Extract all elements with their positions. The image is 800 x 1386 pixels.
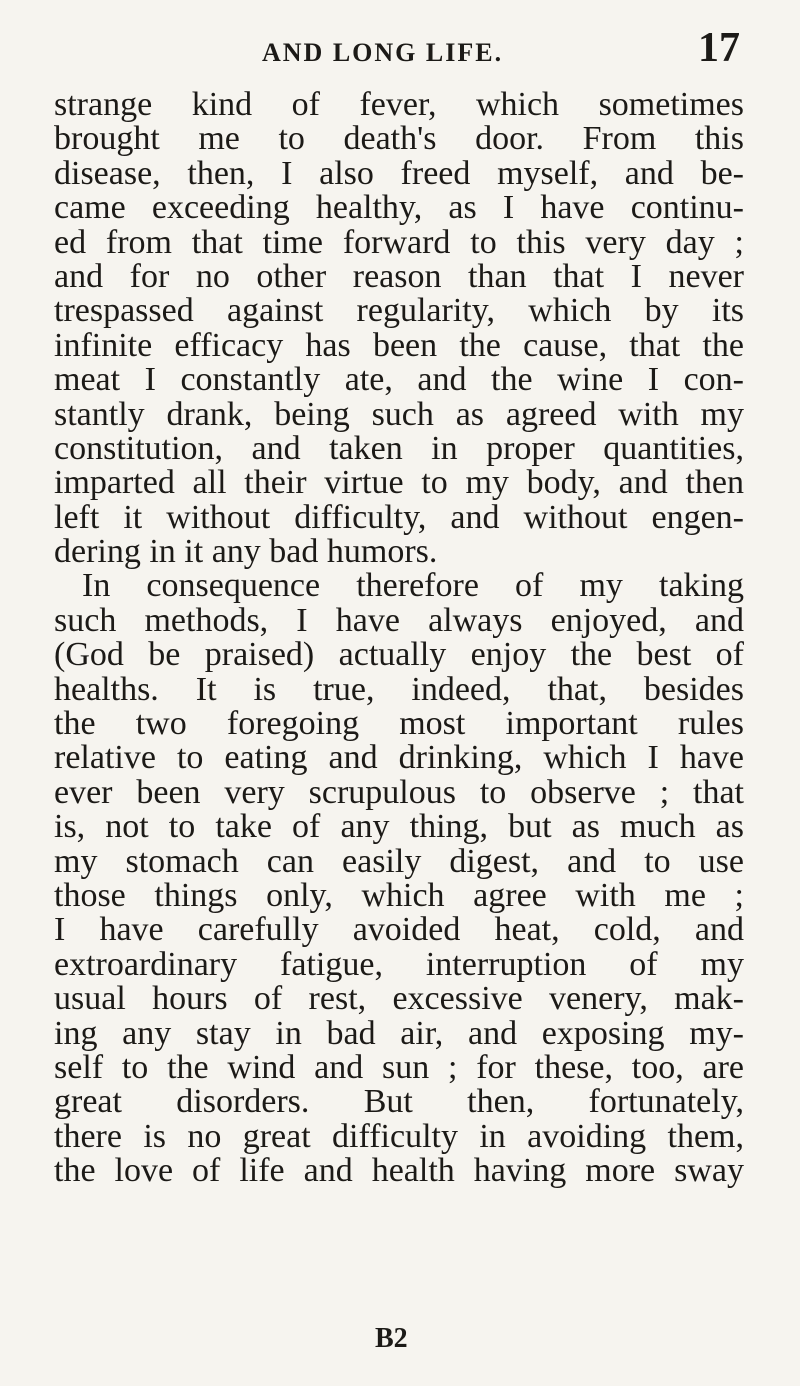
running-title: AND LONG LIFE. — [262, 38, 504, 67]
text-line: disease, then, I also freed myself, and be- — [54, 154, 744, 192]
text-line: trespassed against regularity, which by its — [54, 292, 744, 330]
text-line: imparted all their virtue to my body, and then — [54, 464, 744, 502]
text-line: great disorders. But then, fortunately, — [54, 1083, 744, 1121]
text-line: ed from that time forward to this very day ; — [54, 223, 744, 261]
text-line: self to the wind and sun ; for these, too, are — [54, 1048, 744, 1086]
body-text — [54, 88, 744, 1189]
text-line: my stomach can easily digest, and to use — [54, 842, 744, 880]
text-line: came exceeding healthy, as I have continu- — [54, 189, 744, 227]
text-line: such methods, I have always enjoyed, and — [54, 601, 744, 639]
text-line: is, not to take of any thing, but as much as — [54, 808, 744, 846]
text-line: stantly drank, being such as agreed with my — [54, 395, 744, 433]
text-line: strange kind of fever, which sometimes — [54, 86, 744, 123]
text-line: healths. It is true, indeed, that, besides — [54, 670, 744, 708]
text-line: dering in it any bad humors. — [54, 533, 438, 571]
text-line: In consequence therefore of my taking — [82, 567, 744, 605]
text-line: ing any stay in bad air, and exposing my- — [54, 1014, 744, 1052]
text-line: those things only, which agree with me ; — [54, 876, 744, 914]
text-line: (God be praised) actually enjoy the best of — [54, 636, 744, 674]
text-line: relative to eating and drinking, which I have — [54, 739, 744, 777]
running-head — [262, 25, 742, 88]
text-line: left it without difficulty, and without engen- — [54, 498, 744, 536]
text-line: and for no other reason than that I never — [54, 257, 744, 295]
text-line: there is no great difficulty in avoiding them, — [54, 1117, 744, 1155]
text-line: the love of life and health having more sway — [54, 1152, 744, 1190]
text-line: constitution, and taken in proper quantities, — [54, 429, 744, 467]
text-line: ever been very scrupulous to observe ; that — [54, 773, 744, 811]
page-number: 17 — [698, 25, 740, 71]
text-line: usual hours of rest, excessive venery, mak- — [54, 980, 744, 1018]
text-line: brought me to death's door. From this — [54, 120, 744, 158]
text-line: infinite efficacy has been the cause, that the — [54, 326, 744, 364]
text-line: I have carefully avoided heat, cold, and — [54, 911, 744, 949]
text-line: extroardinary fatigue, interruption of my — [54, 945, 744, 983]
signature-mark: B2 — [375, 1323, 408, 1354]
text-line: meat I constantly ate, and the wine I con- — [54, 361, 744, 399]
text-line: the two foregoing most important rules — [54, 705, 744, 743]
